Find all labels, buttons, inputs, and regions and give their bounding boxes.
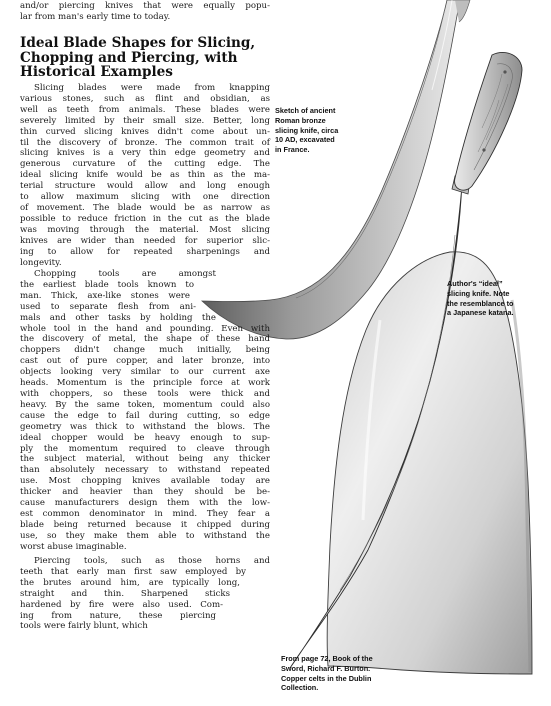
caption-line: Collection. [281,683,319,693]
heading-line: Chopping and Piercing, with [20,49,238,66]
text-line: est common denominator in mind. They fear a [20,508,270,519]
text-line: Slicing blades were made from knapping [34,83,270,93]
text-line: various stones, such as flint and obsidian, as [20,93,270,104]
text-line: the brutes around him, are typically long, [20,577,240,588]
caption-line: Sword, Richard F. Burton. [281,663,371,673]
text-line: cause manufacturers design them with the low- [20,498,270,509]
intro-paragraph [20,1,270,23]
text-line: use. Most chopping knives available today are [20,476,270,487]
text-line: and/or piercing knives that were equally popu- [20,1,270,11]
caption-line: slicing knife, circa [275,125,339,135]
text-line: ideal chopper would be heavy enough to sup- [20,432,270,443]
caption-copper-celts [281,654,373,693]
caption-line: a Japanese katana. [447,308,514,318]
caption-line: slicing knife. Note [447,288,510,298]
caption-line: Roman bronze [275,115,326,125]
text-line: man. Thick, axe-like stones were [20,290,190,301]
caption-line: Sketch of ancient [275,106,336,115]
text-line: slicing knives is a very thin edge geometry and [20,148,270,159]
text-line: well as teeth from animals. These blades were [20,104,270,115]
text-line: the discovery of metal, the shape of these hand [20,334,270,345]
paragraph-slicing [20,83,270,268]
text-line: tools were fairly blunt, which [20,621,148,632]
text-line: blade being returned because it chipped during [20,519,270,530]
text-line: knives are wider than needed for superior slic- [20,235,270,246]
text-line: terial structure would allow and long enough [20,181,270,192]
text-line: ideal slicing knife would be as thin as the ma- [20,170,270,181]
text-line: thicker and heavier than they should be be- [20,487,270,498]
text-line: cast out of pure copper, and later bronze, into [20,356,270,367]
text-line: hardened by fire were also used. Com- [20,599,223,610]
text-line: generous curvature of the cutting edge. The [20,159,270,170]
text-line: cause the edge to fail during cutting, so edge [20,410,270,421]
caption-ideal-knife [447,279,514,318]
heading-line: Ideal Blade Shapes for Slicing, [20,35,256,51]
text-line: longevity. [20,257,62,268]
text-line: lar from man's early time to today. [20,11,171,22]
text-line: mals and other tasks by holding the [20,312,216,323]
text-line: teeth that early man first saw employed by [20,566,246,577]
text-line: thin curved slicing knives didn't come about un- [20,126,270,137]
caption-line: in France. [275,145,310,155]
text-line: of movement. The blade would be as narrow as [20,202,270,213]
text-line: geometry was thick to withstand the blows. The [20,421,270,432]
section-heading [20,36,270,80]
text-line: worst abuse imaginable. [20,541,127,552]
text-line: than absolutely necessary to withstand repeated [20,465,270,476]
caption-line: the resemblance to [447,298,514,308]
text-line: objects looking very similar to our current axe [20,367,270,378]
text-line: was moving through the material. Most slicing [20,224,270,235]
text-line: til the discovery of bronze. The common trait of [20,137,270,148]
text-line: severely limited by their small size. Better, long [20,115,270,126]
caption-line: From page 72, Book of the [281,654,373,663]
paragraph-piercing [20,556,270,632]
paragraph-chopping [20,269,270,553]
caption-line: Author's “ideal” [447,279,503,288]
text-line: possible to reduce friction in the cut as the blade [20,213,270,224]
text-line: the earliest blade tools known to [20,279,194,290]
caption-line: Copper celts in the Dublin [281,673,372,683]
text-line: the subject material, without being any thicker [20,454,270,465]
caption-line: 10 AD, excavated [275,135,335,145]
text-line: whole tool in the hand and pounding. Even with [20,323,270,334]
text-line: ing to allow for repeated sharpenings and [20,246,270,257]
text-line: to allow maximum slicing with one direction [20,192,270,203]
text-line: heavy. By the same token, momentum could also [20,399,270,410]
text-line: choppers didn't change much initially, being [20,345,270,356]
text-line: heads. Momentum is the principle force at work [20,378,270,389]
text-line: straight and thin. Sharpened sticks [20,588,230,599]
text-line: used to separate flesh from ani- [20,301,196,312]
text-line: ing from nature, these piercing [20,610,216,621]
text-line: use, so they make them able to withstand the [20,530,270,541]
heading-line: Historical Examples [20,64,173,80]
text-line: Chopping tools are amongst [34,269,216,279]
caption-roman-knife [275,106,338,155]
text-line: Piercing tools, such as those horns and [34,556,270,566]
text-line: ply the momentum required to cleave through [20,443,270,454]
text-line: with choppers, so these tools were thick and [20,388,270,399]
